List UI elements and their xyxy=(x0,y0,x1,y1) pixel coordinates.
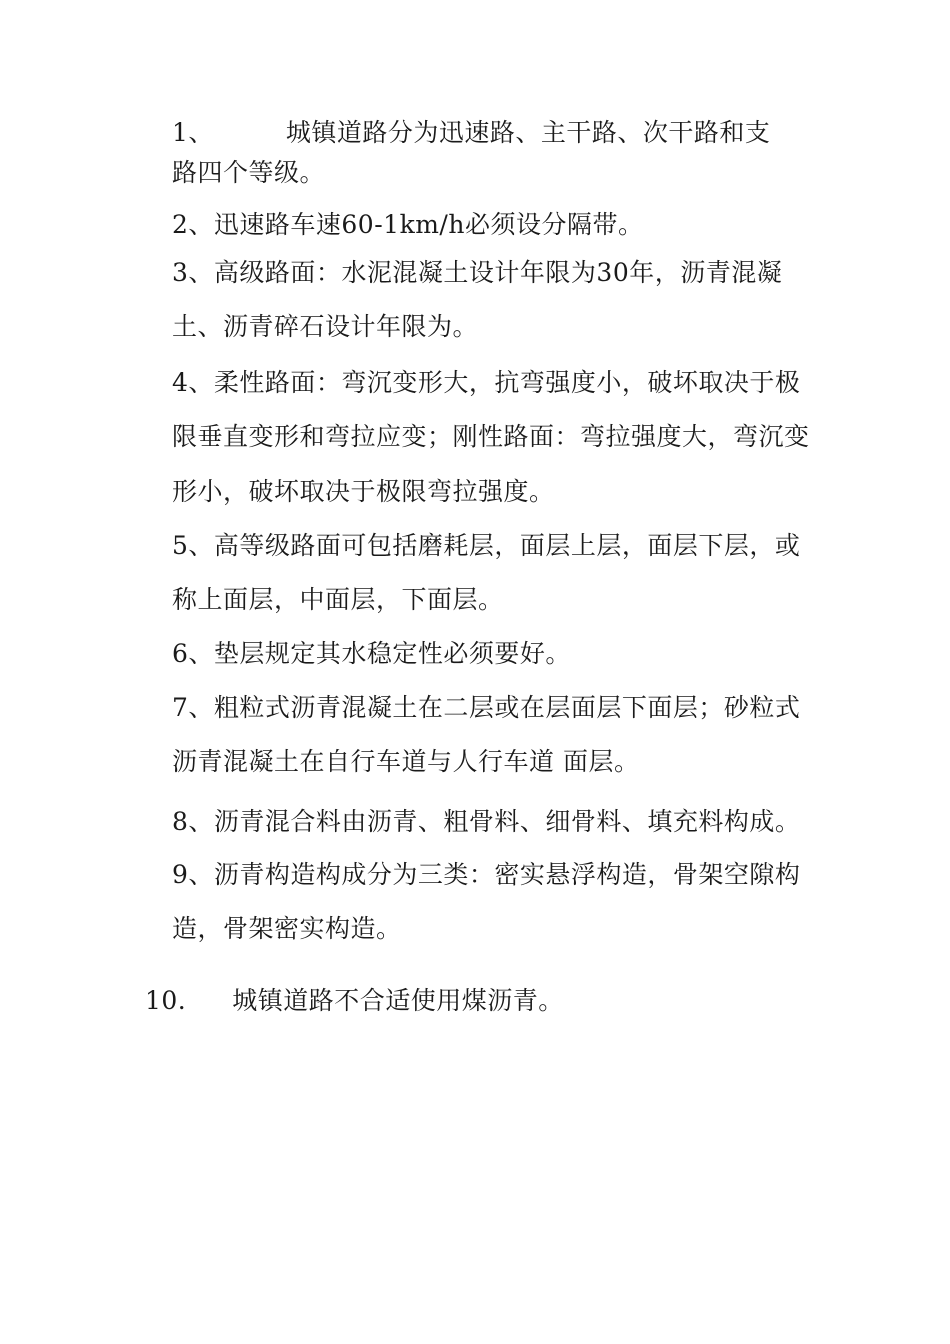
item-1-line-2: 路四个等级。 xyxy=(172,158,326,187)
item-5-text: 高等级路面可包括磨耗层，面层上层，面层下层，或 xyxy=(213,531,801,560)
item-4-text: 柔性路面：弯沉变形大，抗弯强度小，破坏取决于极 xyxy=(213,368,801,397)
item-6-number: 6、 xyxy=(172,639,214,668)
item-10-number: 10. xyxy=(145,986,187,1015)
item-9-number: 9、 xyxy=(172,860,214,889)
item-4-line-3: 形小，破坏取决于极限弯拉强度。 xyxy=(172,477,555,506)
item-6-line-1 xyxy=(172,639,832,669)
item-1-line-1 xyxy=(172,118,832,148)
item-2-line-1 xyxy=(172,210,832,240)
item-8-line-1 xyxy=(172,807,832,837)
item-7-line-2: 沥青混凝土在自行车道与人行车道 面层。 xyxy=(172,747,640,776)
item-3-number: 3、 xyxy=(172,258,214,287)
item-7-number: 7、 xyxy=(172,693,214,722)
item-7-text: 粗粒式沥青混凝土在二层或在层面层下面层；砂粒式 xyxy=(213,693,801,722)
item-5-line-1 xyxy=(172,531,832,561)
item-8-number: 8、 xyxy=(172,807,214,836)
item-3-line-1 xyxy=(172,258,832,288)
item-2-text: 迅速路车速60-1km/h必须设分隔带。 xyxy=(213,210,644,239)
item-4-line-2: 限垂直变形和弯拉应变；刚性路面：弯拉强度大，弯沉变 xyxy=(172,422,810,451)
item-3-line-2: 土、沥青碎石设计年限为。 xyxy=(172,312,479,341)
item-10-line-1 xyxy=(145,986,805,1016)
item-5-line-2: 称上面层，中面层，下面层。 xyxy=(172,585,504,614)
item-9-line-2: 造，骨架密实构造。 xyxy=(172,914,402,943)
item-8-text: 沥青混合料由沥青、粗骨料、细骨料、填充料构成。 xyxy=(213,807,801,836)
item-1-text: 城镇道路分为迅速路、主干路、次干路和支 xyxy=(285,118,771,147)
item-9-text: 沥青构造构成分为三类：密实悬浮构造，骨架空隙构 xyxy=(213,860,801,889)
item-2-number: 2、 xyxy=(172,210,214,239)
item-5-number: 5、 xyxy=(172,531,214,560)
item-3-text: 高级路面：水泥混凝土设计年限为30年，沥青混凝 xyxy=(213,258,783,287)
item-4-number: 4、 xyxy=(172,368,214,397)
item-10-text: 城镇道路不合适使用煤沥青。 xyxy=(232,986,564,1015)
item-9-line-1 xyxy=(172,860,832,890)
item-6-text: 垫层规定其水稳定性必须要好。 xyxy=(213,639,571,668)
item-7-line-1 xyxy=(172,693,832,723)
item-1-number: 1、 xyxy=(172,118,214,147)
item-4-line-1 xyxy=(172,368,832,398)
